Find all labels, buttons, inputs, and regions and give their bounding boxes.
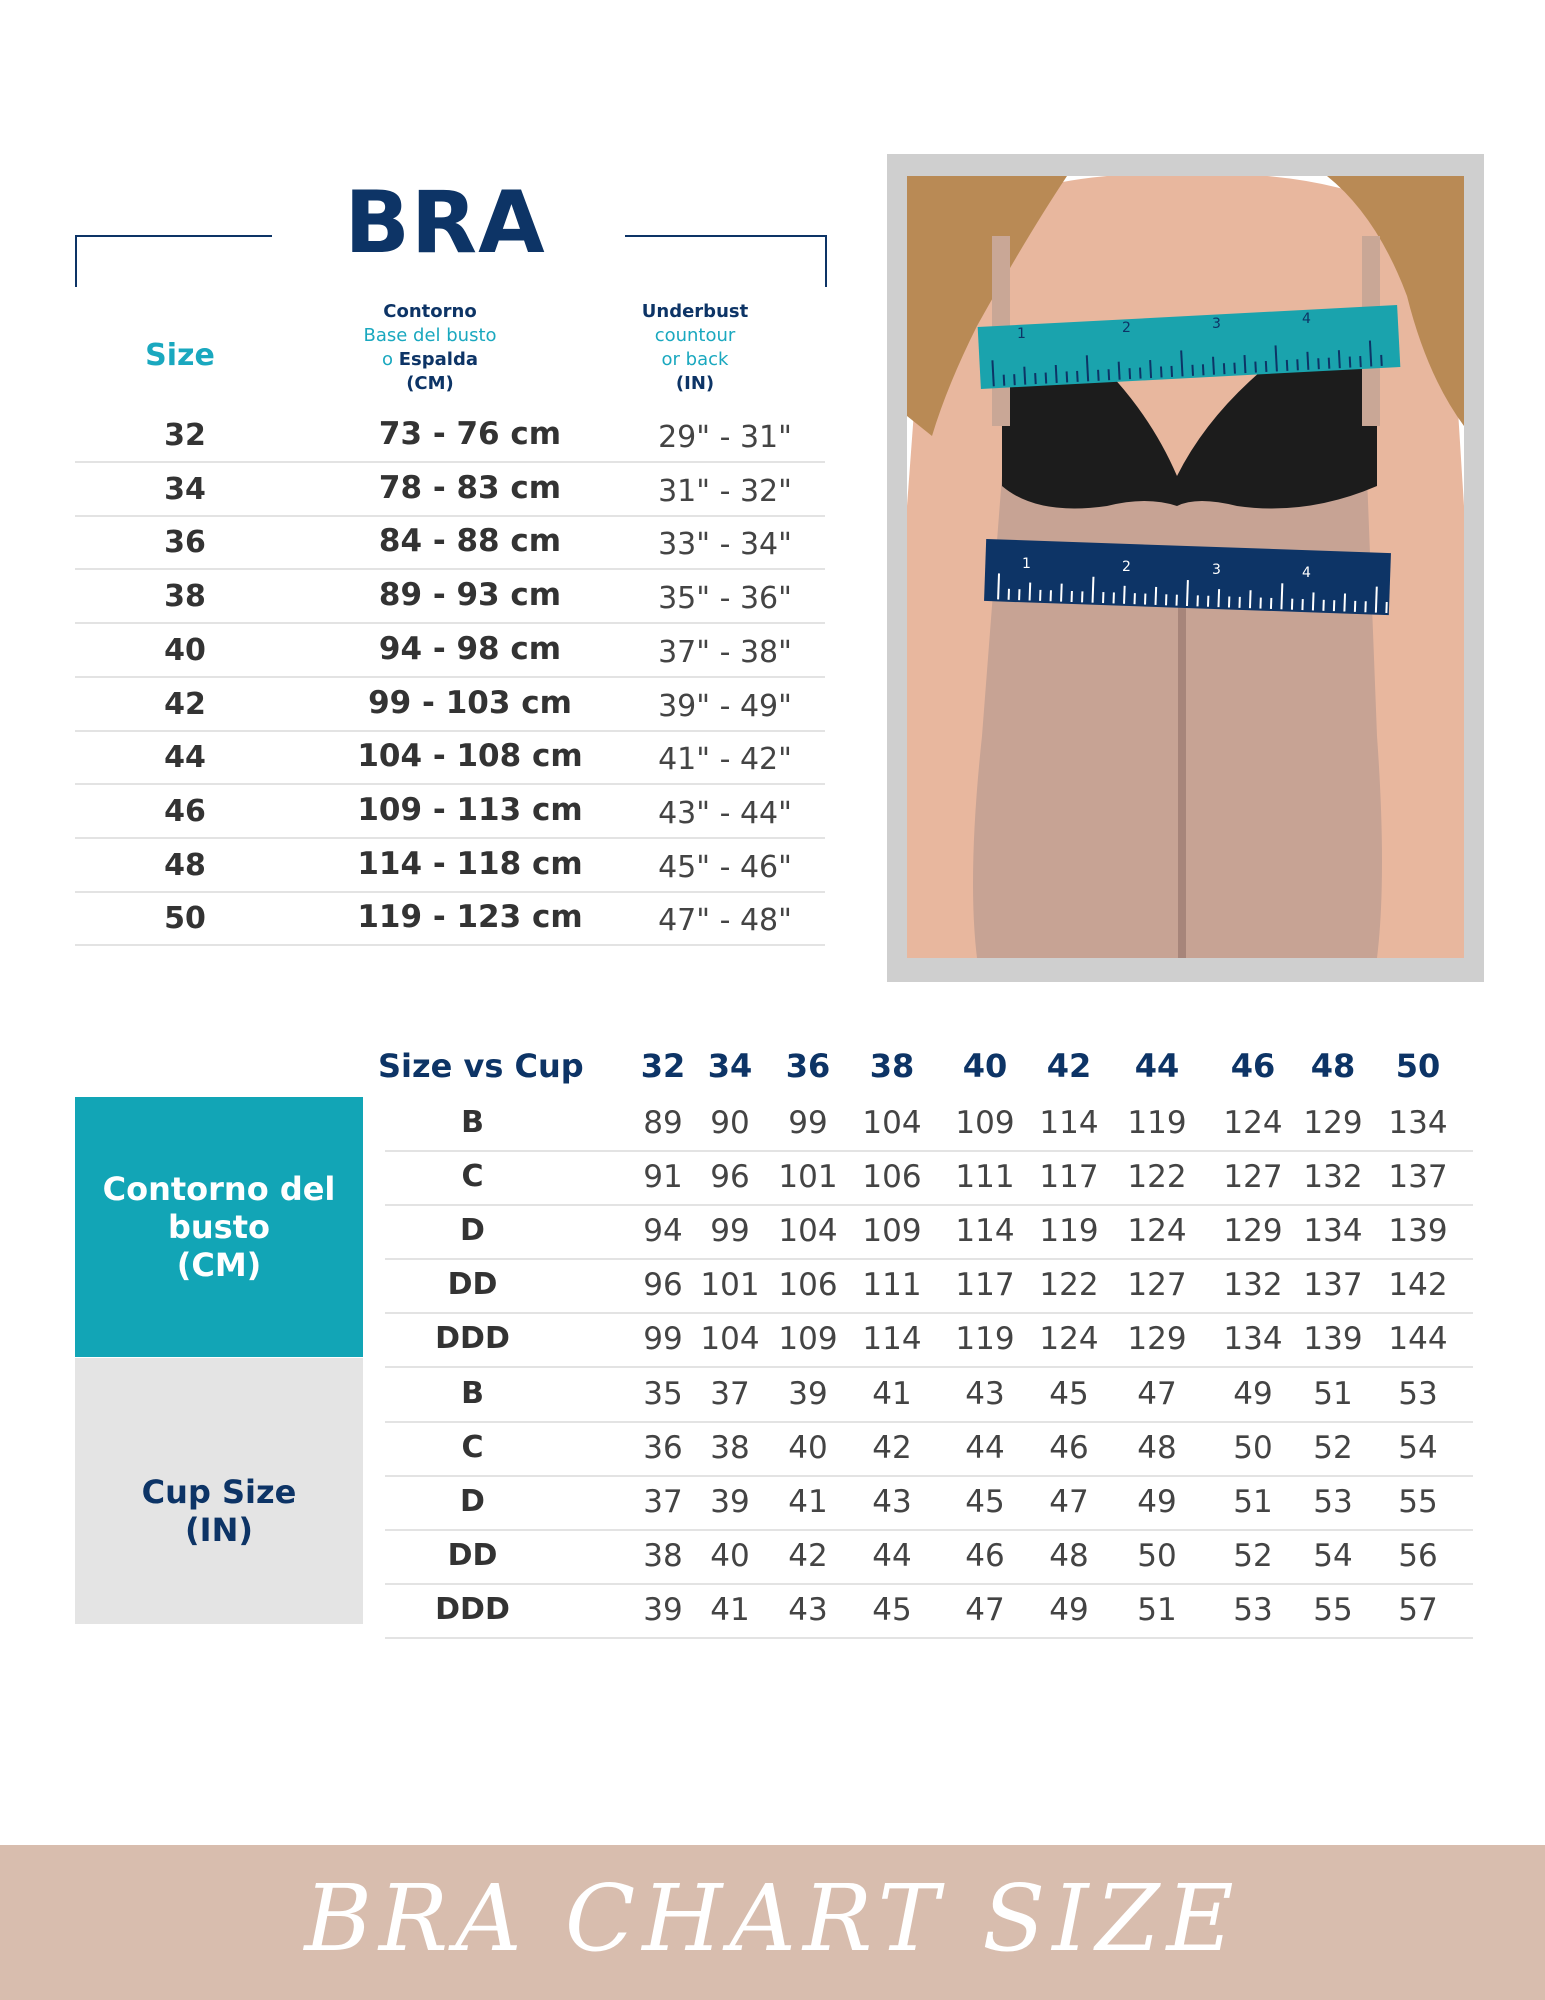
ruler-tick <box>1339 350 1340 368</box>
footer-title: BRA CHART SIZE <box>304 1865 1241 1972</box>
cup-value-cell: 127 <box>1127 1267 1187 1303</box>
cup-row <box>385 1097 1473 1152</box>
cup-value-cell: 109 <box>862 1213 922 1249</box>
size-row <box>75 838 825 893</box>
cup-value-cell: 137 <box>1303 1267 1363 1303</box>
ruler-tick <box>1156 587 1157 605</box>
cup-value-cell: 43 <box>965 1376 1005 1412</box>
group-label-in <box>75 1358 363 1624</box>
ruler-tick <box>1130 368 1131 379</box>
cup-row <box>385 1368 1473 1423</box>
inch-range-cell: 45" - 46" <box>658 849 792 885</box>
cup-value-cell: 132 <box>1223 1267 1283 1303</box>
cup-value-cell: 41 <box>872 1376 912 1412</box>
size-row <box>75 677 825 732</box>
cup-value-cell: 36 <box>643 1430 683 1466</box>
cup-value-cell: 54 <box>1398 1430 1438 1466</box>
ruler-tick <box>1360 356 1361 367</box>
inch-header-line1: Underbust <box>641 301 749 322</box>
cup-header-size: 48 <box>1310 1047 1356 1085</box>
cm-range-cell: 89 - 93 cm <box>378 577 562 614</box>
ruler-tick <box>1218 589 1219 607</box>
cup-header-size: 50 <box>1395 1047 1441 1085</box>
cup-letter-cell: C <box>461 1430 484 1465</box>
cm-range-cell: 94 - 98 cm <box>378 630 562 667</box>
cup-value-cell: 119 <box>1127 1105 1187 1141</box>
cup-value-cell: 54 <box>1313 1538 1353 1574</box>
ruler-tick <box>1350 357 1351 368</box>
cup-value-cell: 40 <box>788 1430 828 1466</box>
cm-range-cell: 84 - 88 cm <box>378 523 562 560</box>
cup-value-cell: 47 <box>1049 1484 1089 1520</box>
ruler-tick <box>1140 368 1141 379</box>
ruler-tick <box>1203 364 1204 375</box>
cup-value-cell: 48 <box>1049 1538 1089 1574</box>
size-row <box>75 515 825 570</box>
ruler-tick <box>1024 367 1025 385</box>
bra-title: BRA <box>344 173 546 273</box>
cup-value-cell: 91 <box>643 1159 683 1195</box>
size-cell: 48 <box>164 847 206 883</box>
cup-value-cell: 109 <box>778 1321 838 1357</box>
ruler-tick <box>1035 373 1036 384</box>
ruler-tick <box>998 573 999 599</box>
cup-value-cell: 144 <box>1388 1321 1448 1357</box>
cup-value-cell: 89 <box>643 1105 683 1141</box>
size-cell: 38 <box>164 579 206 615</box>
cup-value-cell: 114 <box>955 1213 1015 1249</box>
inch-range-cell: 29" - 31" <box>658 420 792 455</box>
ruler-tick <box>1098 370 1099 381</box>
cup-letter-cell: DD <box>447 1267 498 1302</box>
ruler-tick <box>1224 363 1225 374</box>
cm-range-cell: 114 - 118 cm <box>357 845 583 882</box>
cup-value-cell: 44 <box>872 1538 912 1574</box>
cm-range-cell: 104 - 108 cm <box>357 738 583 775</box>
inch-header-line4: (IN) <box>675 373 715 394</box>
cup-value-cell: 55 <box>1398 1484 1438 1520</box>
size-row <box>75 891 825 946</box>
cup-value-cell: 124 <box>1223 1105 1283 1141</box>
cup-value-cell: 45 <box>1049 1376 1089 1412</box>
cup-value-cell: 39 <box>788 1376 828 1412</box>
cup-value-cell: 43 <box>872 1484 912 1520</box>
ruler-tick <box>1234 363 1235 374</box>
cm-range-cell: 78 - 83 cm <box>378 469 562 506</box>
ruler-tick <box>1318 358 1319 369</box>
cup-value-cell: 139 <box>1303 1321 1363 1357</box>
cup-letter-cell: B <box>461 1376 484 1411</box>
cup-header-size: 38 <box>869 1047 915 1085</box>
model-illustration <box>907 176 1464 958</box>
cup-row <box>385 1584 1473 1639</box>
size-row <box>75 569 825 624</box>
group-label-cm <box>75 1097 363 1357</box>
cup-value-cell: 47 <box>1137 1376 1177 1412</box>
ruler-tick <box>1250 590 1251 608</box>
ruler-tick <box>1171 366 1172 377</box>
cm-header-line3 <box>320 348 540 372</box>
cup-value-cell: 122 <box>1039 1267 1099 1303</box>
ruler-tick <box>1124 586 1125 604</box>
cup-value-cell: 39 <box>710 1484 750 1520</box>
cup-row <box>385 1151 1473 1206</box>
ruler-top-number: 3 <box>1212 316 1221 332</box>
inch-range-cell: 31" - 32" <box>658 473 792 509</box>
ruler-tick <box>1150 360 1151 378</box>
cup-value-cell: 114 <box>862 1321 922 1357</box>
cup-value-cell: 53 <box>1313 1484 1353 1520</box>
ruler-tick <box>1056 365 1057 383</box>
cup-value-cell: 124 <box>1127 1213 1187 1249</box>
header-bracket-right <box>625 235 827 287</box>
ruler-tick <box>1030 583 1031 601</box>
cup-value-cell: 38 <box>643 1538 683 1574</box>
cm-header-line1: Contorno <box>383 301 477 322</box>
cup-row <box>385 1530 1473 1585</box>
cup-value-cell: 134 <box>1303 1213 1363 1249</box>
cup-value-cell: 51 <box>1233 1484 1273 1520</box>
size-row <box>75 623 825 678</box>
cup-value-cell: 41 <box>710 1592 750 1628</box>
cup-header-label: Size vs Cup <box>378 1047 584 1085</box>
ruler-top-number: 4 <box>1302 311 1311 327</box>
size-cell: 46 <box>164 793 206 829</box>
model-photo-frame <box>887 154 1484 982</box>
ruler-tick <box>1313 592 1314 610</box>
size-cell: 32 <box>164 418 206 453</box>
cup-value-cell: 57 <box>1398 1592 1438 1628</box>
cm-header-line4: (CM) <box>406 373 454 394</box>
ruler-bottom-number: 1 <box>1022 556 1031 572</box>
cup-value-cell: 55 <box>1313 1592 1353 1628</box>
cup-value-cell: 46 <box>965 1538 1005 1574</box>
ruler-tick <box>1077 371 1078 382</box>
size-row <box>75 462 825 517</box>
size-cell: 34 <box>164 471 206 507</box>
cup-value-cell: 40 <box>710 1538 750 1574</box>
size-cell: 50 <box>164 901 206 937</box>
cup-value-cell: 99 <box>710 1213 750 1249</box>
group-cm-line2: busto <box>167 1208 270 1246</box>
cup-value-cell: 106 <box>862 1159 922 1195</box>
cup-value-cell: 39 <box>643 1592 683 1628</box>
cup-value-cell: 127 <box>1223 1159 1283 1195</box>
cup-value-cell: 52 <box>1233 1538 1273 1574</box>
cm-range-cell: 99 - 103 cm <box>368 684 572 721</box>
size-column-header: Size <box>145 338 215 373</box>
cup-value-cell: 38 <box>710 1430 750 1466</box>
cm-range-cell: 119 - 123 cm <box>357 899 583 936</box>
cup-value-cell: 134 <box>1388 1105 1448 1141</box>
cup-row <box>385 1313 1473 1368</box>
cup-value-cell: 41 <box>788 1484 828 1520</box>
ruler-tick <box>992 360 993 386</box>
cup-value-cell: 134 <box>1223 1321 1283 1357</box>
ruler-bottom-number: 3 <box>1212 562 1221 578</box>
ruler-tick <box>1004 375 1005 386</box>
inch-range-cell: 39" - 49" <box>658 688 792 724</box>
cup-value-cell: 104 <box>862 1105 922 1141</box>
ruler-tick <box>1067 371 1068 382</box>
ruler-tick <box>1087 355 1088 381</box>
inch-range-cell: 41" - 42" <box>658 742 792 778</box>
cup-value-cell: 129 <box>1303 1105 1363 1141</box>
ruler-tick <box>1276 345 1277 371</box>
ruler-tick <box>1245 355 1246 373</box>
cup-header-size: 32 <box>640 1047 686 1085</box>
ruler-tick <box>1109 369 1110 380</box>
cup-row <box>385 1476 1473 1531</box>
cup-value-cell: 37 <box>710 1376 750 1412</box>
cup-value-cell: 51 <box>1313 1376 1353 1412</box>
cup-header-size: 46 <box>1230 1047 1276 1085</box>
cup-header-size: 42 <box>1046 1047 1092 1085</box>
cup-value-cell: 101 <box>778 1159 838 1195</box>
inch-range-cell: 37" - 38" <box>658 634 792 670</box>
cup-header-size: 44 <box>1134 1047 1180 1085</box>
ruler-top-number: 2 <box>1122 320 1131 336</box>
cup-value-cell: 124 <box>1039 1321 1099 1357</box>
cup-value-cell: 117 <box>955 1267 1015 1303</box>
cup-value-cell: 50 <box>1137 1538 1177 1574</box>
cup-value-cell: 104 <box>778 1213 838 1249</box>
cup-value-cell: 49 <box>1233 1376 1273 1412</box>
cup-value-cell: 109 <box>955 1105 1015 1141</box>
ruler-tick <box>1344 594 1345 612</box>
size-row <box>75 730 825 785</box>
size-row <box>75 784 825 839</box>
ruler-tick <box>1329 358 1330 369</box>
cup-letter-cell: D <box>460 1484 485 1519</box>
ruler-tick <box>1093 577 1094 603</box>
group-cm-line1: Contorno del <box>102 1170 336 1208</box>
cm-column-header <box>320 300 540 396</box>
cup-value-cell: 96 <box>710 1159 750 1195</box>
ruler-tick <box>1281 583 1282 609</box>
cup-value-cell: 137 <box>1388 1159 1448 1195</box>
ruler-tick <box>1192 365 1193 376</box>
ruler-tick <box>1046 373 1047 384</box>
inch-range-cell: 43" - 44" <box>658 795 792 831</box>
cup-letter-cell: DD <box>447 1538 498 1573</box>
cup-row <box>385 1422 1473 1477</box>
inch-header-line2: countour <box>654 325 736 346</box>
ruler-tick <box>1297 359 1298 370</box>
cup-value-cell: 37 <box>643 1484 683 1520</box>
inch-column-header <box>590 300 800 396</box>
cup-value-cell: 119 <box>1039 1213 1099 1249</box>
cup-header-size: 34 <box>707 1047 753 1085</box>
cup-value-cell: 99 <box>788 1105 828 1141</box>
cm-header-line3-prefix: o <box>382 349 394 370</box>
ruler-top-number: 1 <box>1017 326 1026 342</box>
cup-value-cell: 117 <box>1039 1159 1099 1195</box>
cup-value-cell: 90 <box>710 1105 750 1141</box>
ruler-tick <box>1287 360 1288 371</box>
ruler-tick <box>1255 362 1256 373</box>
group-cm-line3: (CM) <box>176 1246 262 1284</box>
cup-value-cell: 53 <box>1233 1592 1273 1628</box>
inch-range-cell: 47" - 48" <box>658 903 792 939</box>
cup-value-cell: 104 <box>700 1321 760 1357</box>
cup-value-cell: 114 <box>1039 1105 1099 1141</box>
cup-value-cell: 101 <box>700 1267 760 1303</box>
ruler-tick <box>1161 366 1162 377</box>
cup-value-cell: 42 <box>788 1538 828 1574</box>
ruler-tick <box>1266 361 1267 372</box>
cup-value-cell: 142 <box>1388 1267 1448 1303</box>
cup-value-cell: 43 <box>788 1592 828 1628</box>
cup-letter-cell: DDD <box>435 1592 510 1627</box>
ruler-tick <box>1014 374 1015 385</box>
cup-value-cell: 44 <box>965 1430 1005 1466</box>
cup-value-cell: 111 <box>862 1267 922 1303</box>
ruler-tick <box>1187 580 1188 606</box>
ruler-tick <box>1370 341 1371 367</box>
cup-value-cell: 111 <box>955 1159 1015 1195</box>
cup-letter-cell: DDD <box>435 1321 510 1356</box>
cup-value-cell: 56 <box>1398 1538 1438 1574</box>
cup-value-cell: 53 <box>1398 1376 1438 1412</box>
ruler-tick <box>1181 350 1182 376</box>
ruler-tick <box>1119 362 1120 380</box>
cm-header-line3-bold: Espalda <box>398 349 478 370</box>
size-row <box>75 408 825 463</box>
ruler-tick <box>1061 584 1062 602</box>
group-in-line1: Cup Size <box>141 1473 297 1511</box>
cup-value-cell: 49 <box>1137 1484 1177 1520</box>
cup-value-cell: 119 <box>955 1321 1015 1357</box>
cup-value-cell: 129 <box>1223 1213 1283 1249</box>
cup-value-cell: 94 <box>643 1213 683 1249</box>
cup-value-cell: 48 <box>1137 1430 1177 1466</box>
size-cell: 44 <box>164 740 206 776</box>
cup-value-cell: 122 <box>1127 1159 1187 1195</box>
ruler-tick <box>1307 352 1308 370</box>
cup-value-cell: 42 <box>872 1430 912 1466</box>
inch-range-cell: 35" - 36" <box>658 581 792 617</box>
size-cell: 40 <box>164 632 206 668</box>
cup-value-cell: 35 <box>643 1376 683 1412</box>
inch-range-cell: 33" - 34" <box>658 527 792 563</box>
cup-letter-cell: B <box>461 1105 484 1140</box>
inch-header-line3: or back <box>661 349 729 370</box>
cup-row <box>385 1205 1473 1260</box>
cup-value-cell: 52 <box>1313 1430 1353 1466</box>
ruler-tick <box>1376 587 1377 613</box>
cup-value-cell: 50 <box>1233 1430 1273 1466</box>
cup-row <box>385 1259 1473 1314</box>
ruler-bottom-number: 4 <box>1302 565 1311 581</box>
cup-value-cell: 139 <box>1388 1213 1448 1249</box>
ruler-tick <box>1381 355 1382 366</box>
cup-header-size: 36 <box>785 1047 831 1085</box>
cup-value-cell: 51 <box>1137 1592 1177 1628</box>
ruler-bottom-number: 2 <box>1122 559 1131 575</box>
model-photo <box>907 176 1464 958</box>
footer-banner <box>0 1845 1545 2000</box>
cup-value-cell: 132 <box>1303 1159 1363 1195</box>
cup-header-size: 40 <box>962 1047 1008 1085</box>
header-bracket-left <box>75 235 272 287</box>
cup-letter-cell: D <box>460 1213 485 1248</box>
size-cell: 42 <box>164 686 206 722</box>
group-in-line2: (IN) <box>185 1511 253 1549</box>
cup-value-cell: 99 <box>643 1321 683 1357</box>
cup-value-cell: 129 <box>1127 1321 1187 1357</box>
size-cell: 36 <box>164 525 206 561</box>
cm-range-cell: 109 - 113 cm <box>357 791 583 828</box>
cup-value-cell: 96 <box>643 1267 683 1303</box>
cup-value-cell: 45 <box>872 1592 912 1628</box>
ruler-tick <box>1213 357 1214 375</box>
cm-header-line2: Base del busto <box>363 325 497 346</box>
cup-value-cell: 49 <box>1049 1592 1089 1628</box>
cup-value-cell: 46 <box>1049 1430 1089 1466</box>
cup-value-cell: 106 <box>778 1267 838 1303</box>
cup-letter-cell: C <box>461 1159 484 1194</box>
cup-value-cell: 45 <box>965 1484 1005 1520</box>
cm-range-cell: 73 - 76 cm <box>378 416 562 452</box>
cup-value-cell: 47 <box>965 1592 1005 1628</box>
